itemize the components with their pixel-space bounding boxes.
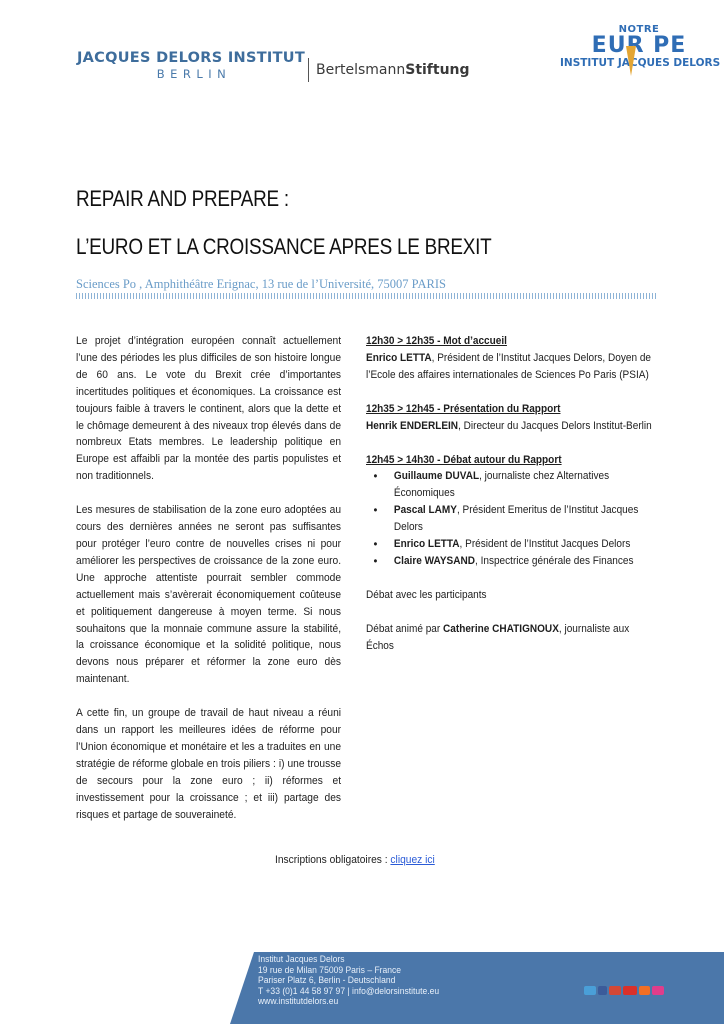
page-title: REPAIR AND PREPARE : bbox=[76, 186, 289, 211]
bs-logo-part1: Bertelsmann bbox=[316, 62, 406, 78]
footer-address-paris: 19 rue de Milan 75009 Paris – France bbox=[258, 964, 402, 976]
facebook-icon[interactable] bbox=[598, 986, 607, 995]
registration-link[interactable]: cliquez ici bbox=[390, 854, 435, 866]
google-plus-icon[interactable] bbox=[609, 986, 621, 995]
footer-phone-email[interactable]: T +33 (0)1 44 58 97 97 | info@delorsinstitute.eu bbox=[258, 985, 440, 997]
session-speaker bbox=[366, 418, 654, 435]
speaker-role: , Président de l’Institut Jacques Delors, Doyen de l’Ecole des affaires internationales de Sciences Po Paris (PSIA) bbox=[366, 351, 652, 381]
program-column bbox=[366, 333, 666, 655]
footer-website[interactable]: www.institutdelors.eu bbox=[258, 996, 339, 1008]
footer-contact bbox=[258, 955, 439, 1008]
jdi-logo-line2: BERLIN bbox=[156, 67, 232, 81]
venue-address: Sciences Po , Amphithéâtre Erignac, 13 rue de l’Université, 75007 PARIS bbox=[76, 277, 446, 291]
speaker-role: , Président de l’Institut Jacques Delors bbox=[459, 538, 631, 551]
soundcloud-icon[interactable] bbox=[639, 986, 650, 995]
speaker-name: Enrico LETTA bbox=[366, 351, 432, 364]
panel-list bbox=[366, 468, 654, 569]
speaker-name: Enrico LETTA bbox=[393, 538, 460, 551]
twitter-icon[interactable] bbox=[584, 986, 596, 995]
footer-org: Institut Jacques Delors bbox=[258, 954, 345, 965]
session-welcome bbox=[366, 333, 654, 384]
youtube-icon[interactable] bbox=[623, 986, 637, 995]
debate-note: Débat avec les participants bbox=[366, 588, 487, 601]
notre-europe-logo bbox=[560, 24, 721, 88]
intro-paragraph-1: Le projet d’intégration européen connaît actuellement l’une des périodes les plus difficiles de son histoire longue de 60 ans. Le vote du Brexit crée d’importantes incertitudes politiques et économiques. La croissance est toujours faible à travers le continent, alors que la dette et le chômage demeurent à des niveaux trop élevés dans de nombreux Etats membres. Le leadership politique en Europe est affaibli par la montée des partis populistes et non traditionnels. bbox=[76, 335, 342, 483]
moderator-role: , journaliste aux Échos bbox=[366, 622, 630, 652]
speaker-role: , journaliste chez Alternatives Économiques bbox=[393, 470, 610, 500]
registration-label: Inscriptions obligatoires : bbox=[275, 854, 391, 866]
footer-address-berlin: Pariser Platz 6, Berlin - Deutschland bbox=[258, 975, 396, 987]
moderator-line bbox=[366, 621, 654, 655]
intro-paragraph-3: A cette fin, un groupe de travail de haut niveau a réuni dans un rapport les meilleures idées de réforme pour l’Union économique et monétaire et les a traduites en une stratégie de réforme globale en trois piliers : i) une trousse de secours pour la zone euro ; ii) réformes et investissement pour la croissance ; et iii) partage des risques et partage de souveraineté. bbox=[76, 707, 342, 821]
flickr-icon[interactable] bbox=[652, 986, 664, 995]
ne-logo-line1: NOTRE bbox=[618, 24, 660, 35]
bs-logo-part2: Stiftung bbox=[405, 62, 470, 78]
logo-divider bbox=[308, 58, 309, 82]
registration-line bbox=[275, 854, 435, 866]
session-time: 12h45 > 14h30 - Débat autour du Rapport bbox=[366, 453, 562, 466]
intro-paragraph-2: Les mesures de stabilisation de la zone euro adoptées au cours des dernières années ne seront pas suffisantes pour protéger l’euro contre de nouvelles crises ni pour améliorer les perspectives de croissance de la zone euro. Une approche attentiste pourrait sembler commode actuellement mais s’avèrerait économiquement coûteuse et politiquement dangereuse à moyen terme. Si nous souhaitons que la monnaie commune assure la stabilité, la croissance économique et la solidité politique, nous devons nous préparer et réformer la zone euro dès maintenant. bbox=[76, 504, 342, 686]
list-item bbox=[366, 502, 654, 536]
jacques-delors-institut-berlin-logo bbox=[76, 50, 306, 81]
moderator-name: Catherine CHATIGNOUX bbox=[443, 622, 559, 635]
speaker-name: Claire WAYSAND bbox=[393, 554, 475, 567]
session-report bbox=[366, 401, 654, 435]
list-item bbox=[366, 536, 654, 553]
page-subtitle: L’EURO ET LA CROISSANCE APRES LE BREXIT bbox=[76, 234, 492, 259]
ne-logo-line2: EUR PE bbox=[591, 33, 687, 58]
intro-column bbox=[76, 333, 341, 823]
session-time: 12h30 > 12h35 - Mot d’accueil bbox=[366, 335, 507, 347]
social-icons bbox=[584, 986, 664, 995]
session-debate bbox=[366, 452, 654, 570]
bertelsmann-stiftung-logo bbox=[316, 62, 470, 78]
speaker-name: Guillaume DUVAL bbox=[393, 470, 480, 483]
speaker-name: Pascal LAMY bbox=[393, 504, 457, 517]
speaker-role: , Président Emeritus de l’Institut Jacques Delors bbox=[393, 504, 639, 534]
list-item bbox=[366, 553, 654, 570]
list-item bbox=[366, 468, 654, 502]
speaker-name: Henrik ENDERLEIN bbox=[366, 419, 459, 432]
session-speaker bbox=[366, 350, 654, 384]
session-time: 12h35 > 12h45 - Présentation du Rapport bbox=[366, 402, 561, 415]
moderator-prefix: Débat animé par bbox=[366, 622, 444, 635]
torch-icon bbox=[626, 46, 636, 76]
ne-logo-line3: INSTITUT JACQUES DELORS bbox=[560, 57, 721, 69]
dotted-divider bbox=[76, 293, 656, 299]
jdi-logo-line1: JACQUES DELORS INSTITUT bbox=[76, 50, 306, 66]
speaker-role: , Directeur du Jacques Delors Institut-Berlin bbox=[458, 419, 652, 432]
speaker-role: , Inspectrice générale des Finances bbox=[474, 554, 634, 567]
